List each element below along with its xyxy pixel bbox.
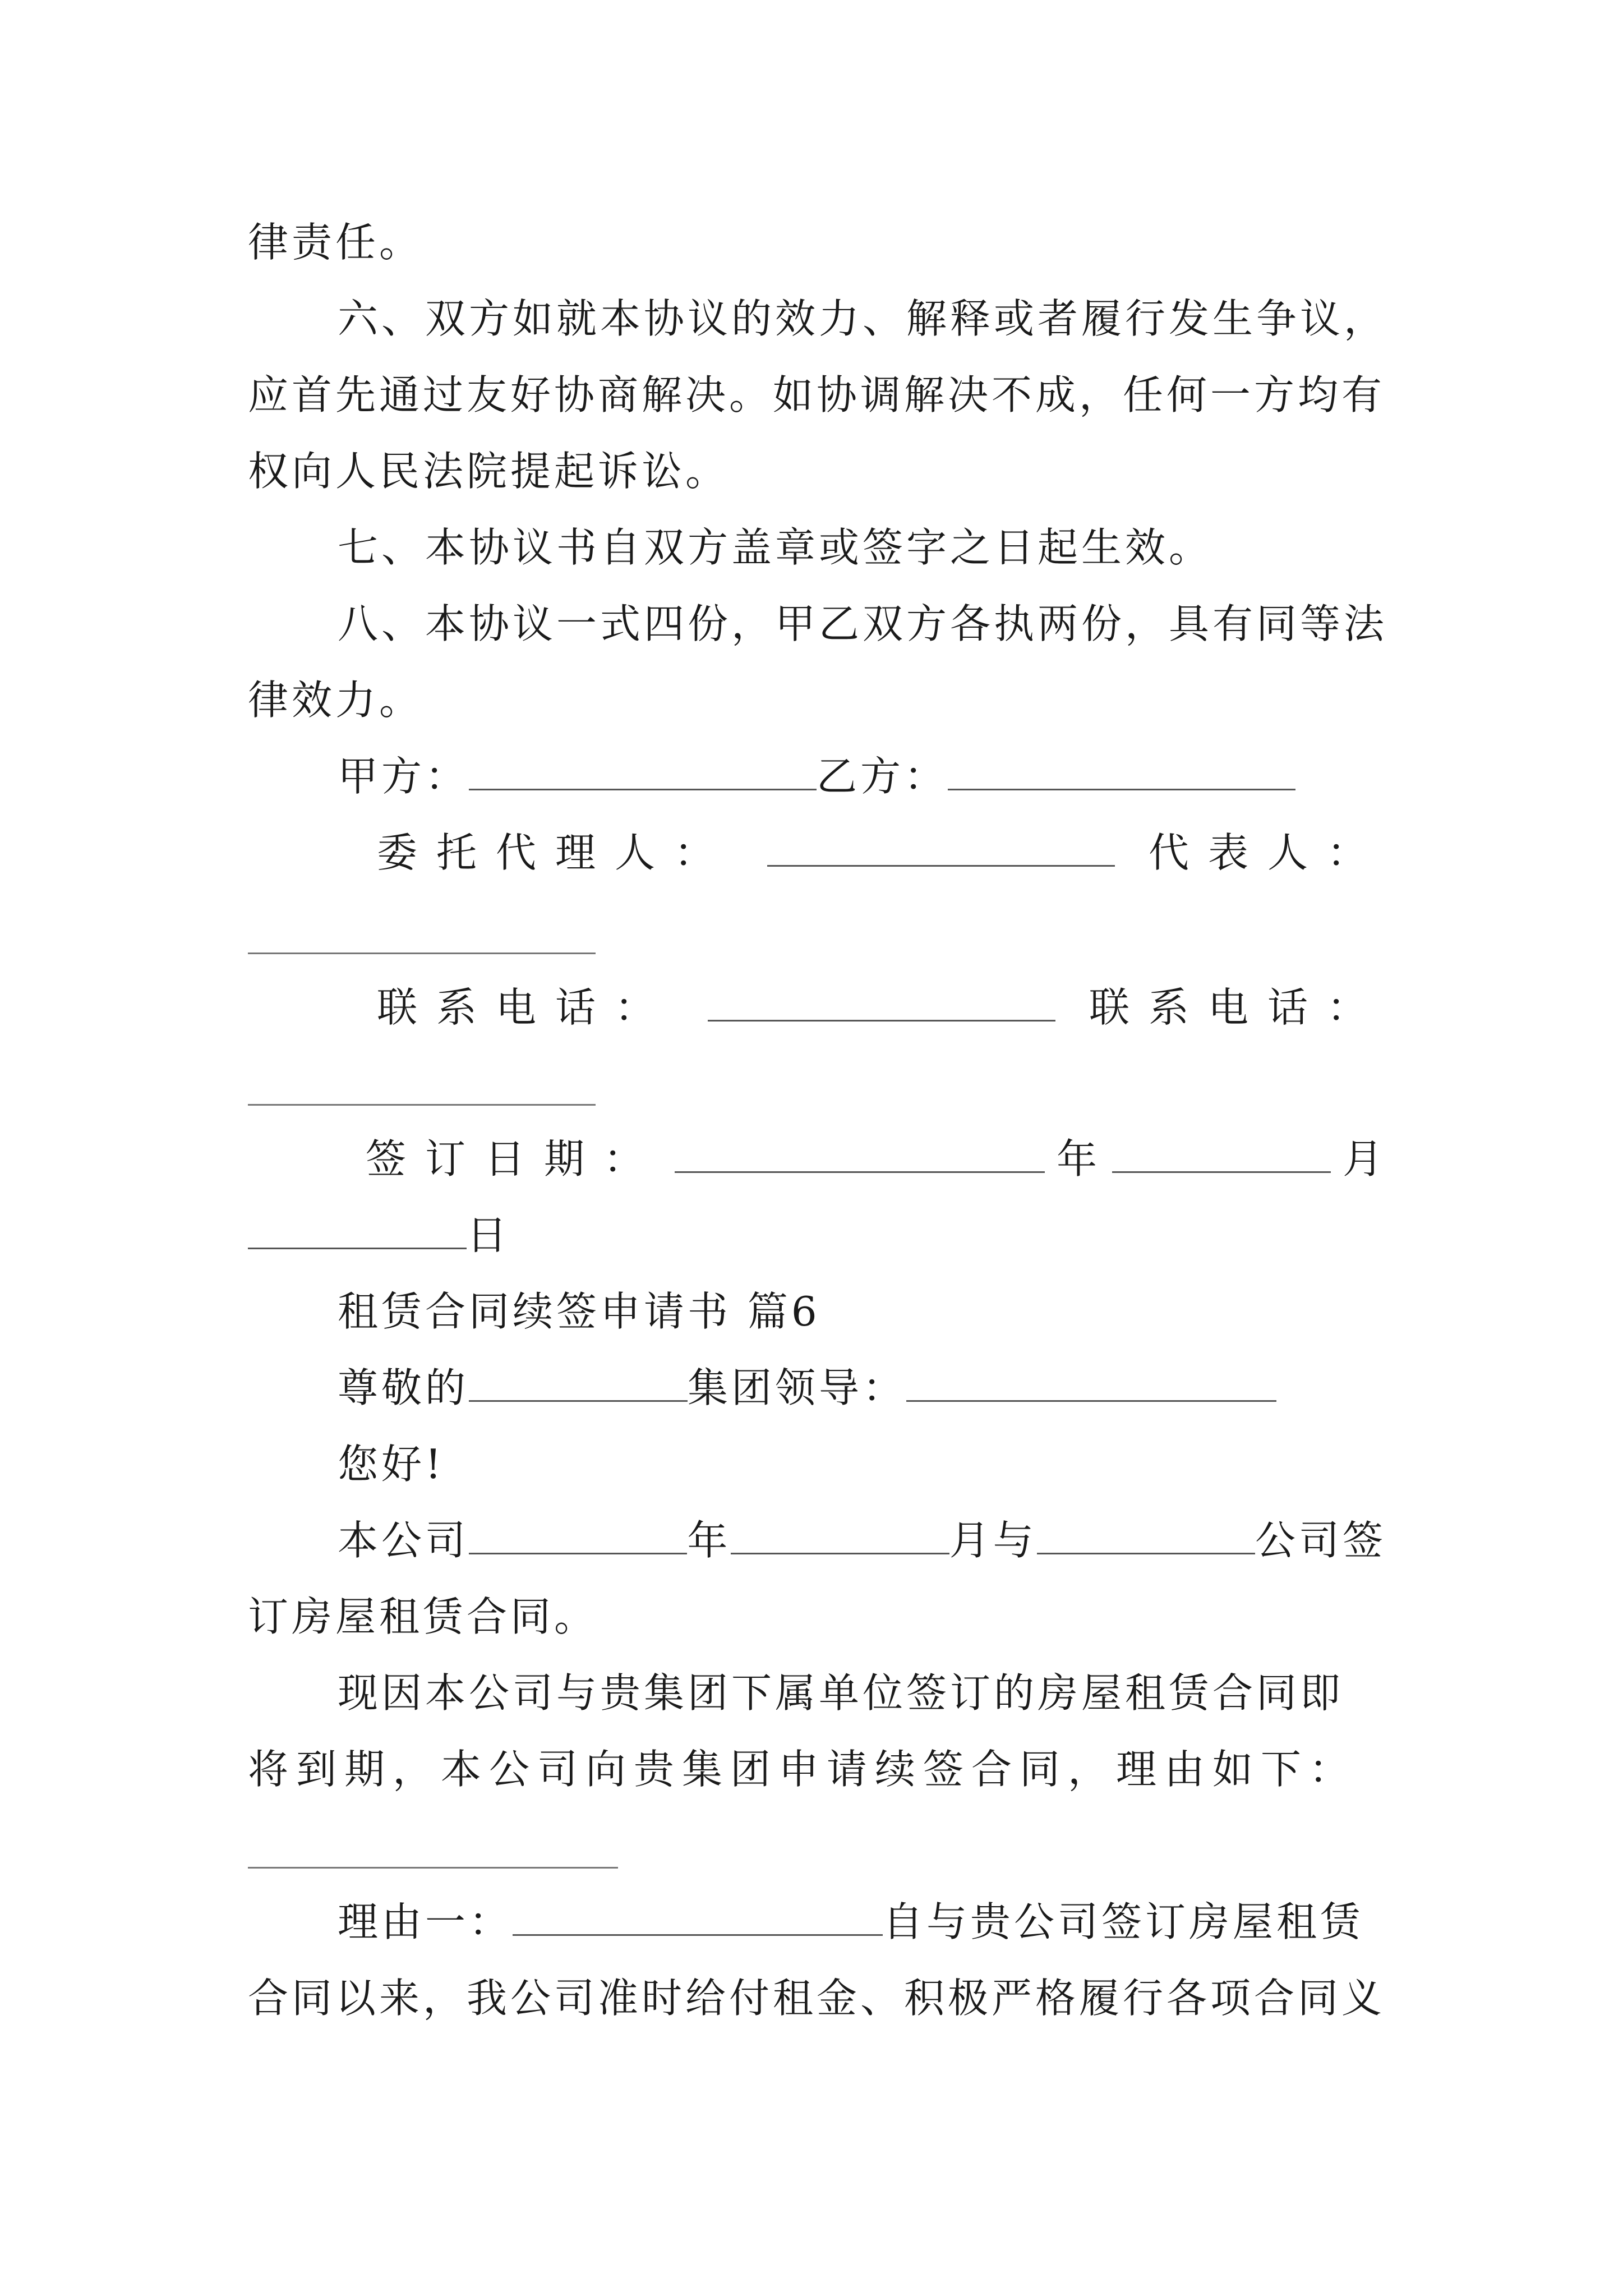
sign-date-day-blank	[248, 1202, 467, 1249]
clause-seven: 七、本协议书自双方盖章或签字之日起生效。	[338, 524, 1213, 571]
paragraph1-line1	[338, 1507, 1386, 1574]
phone-line	[377, 974, 1386, 1041]
agent-line	[377, 819, 1386, 886]
section-title: 租赁合同续签申请书 篇6	[338, 1288, 820, 1335]
leader-name-blank	[906, 1354, 1276, 1402]
sign-date-label: 签订日期：	[366, 1135, 663, 1182]
sign-date-year-blank	[675, 1125, 1045, 1173]
clause-six-line3: 权向人民法院提起诉讼。	[248, 448, 730, 495]
party-a-blank	[469, 743, 817, 790]
sign-date-day-line	[248, 1202, 1386, 1269]
representative-blank	[248, 953, 596, 954]
p1-year: 年	[687, 1517, 731, 1564]
reason1-text: 自与贵公司签订房屋租赁	[883, 1898, 1364, 1945]
salutation-pre: 尊敬的	[338, 1364, 469, 1411]
p1-month-blank	[731, 1507, 949, 1554]
reason1-blank	[513, 1888, 883, 1936]
phone2-blank	[248, 1104, 596, 1106]
paragraph3-line2: 合同以来，我公司准时给付租金、积极严格履行各项合同义	[248, 1975, 1386, 2022]
party-b-label: 乙方：	[817, 753, 948, 800]
paragraph2-line2: 将到期，本公司向贵集团申请续签合同，理由如下：	[248, 1746, 1358, 1793]
sign-date-month-blank	[1112, 1125, 1331, 1173]
text-line: 律责任。	[248, 219, 423, 266]
day-label: 日	[467, 1212, 511, 1259]
greeting: 您好!	[338, 1441, 445, 1488]
salutation-post: 集团领导：	[688, 1364, 907, 1411]
representative-label: 代表人：	[1148, 829, 1386, 876]
paragraph1-line2: 订房屋租赁合同。	[248, 1593, 598, 1640]
p1-sign: 公司签	[1255, 1517, 1386, 1564]
p1-month: 月与	[949, 1517, 1037, 1564]
paragraph2-line1: 现因本公司与贵集团下属单位签订的房屋租赁合同即	[338, 1669, 1344, 1717]
phone1-blank	[708, 974, 1055, 1022]
salutation-line	[338, 1354, 1386, 1421]
clause-six-line1: 六、双方如就本协议的效力、解释或者履行发生争议，	[338, 295, 1388, 342]
p1-year-blank	[469, 1507, 687, 1554]
agent-label: 委托代理人：	[377, 829, 734, 876]
year-label: 年	[1056, 1135, 1100, 1182]
phone2-label: 联系电话：	[1089, 984, 1386, 1031]
reason-blank	[248, 1867, 618, 1869]
reason1-line	[338, 1888, 1386, 1955]
party-a-label: 甲方：	[338, 753, 469, 800]
p1-company-blank	[1037, 1507, 1255, 1554]
phone1-label: 联系电话：	[377, 984, 675, 1031]
clause-eight-line1: 八、本协议一式四份，甲乙双方各执两份，具有同等法	[338, 600, 1388, 647]
sign-date-line	[366, 1125, 1386, 1193]
clause-eight-line2: 律效力。	[248, 677, 423, 724]
party-signature-line	[338, 743, 1386, 810]
party-b-blank	[948, 743, 1295, 790]
clause-six-line2: 应首先通过友好协商解决。如协调解决不成，任何一方均有	[248, 371, 1386, 418]
group-name-blank	[469, 1354, 688, 1402]
reason1-label: 理由一：	[338, 1898, 513, 1945]
agent-blank	[767, 819, 1115, 867]
p1-company: 本公司	[338, 1517, 469, 1564]
month-label: 月	[1342, 1135, 1386, 1182]
